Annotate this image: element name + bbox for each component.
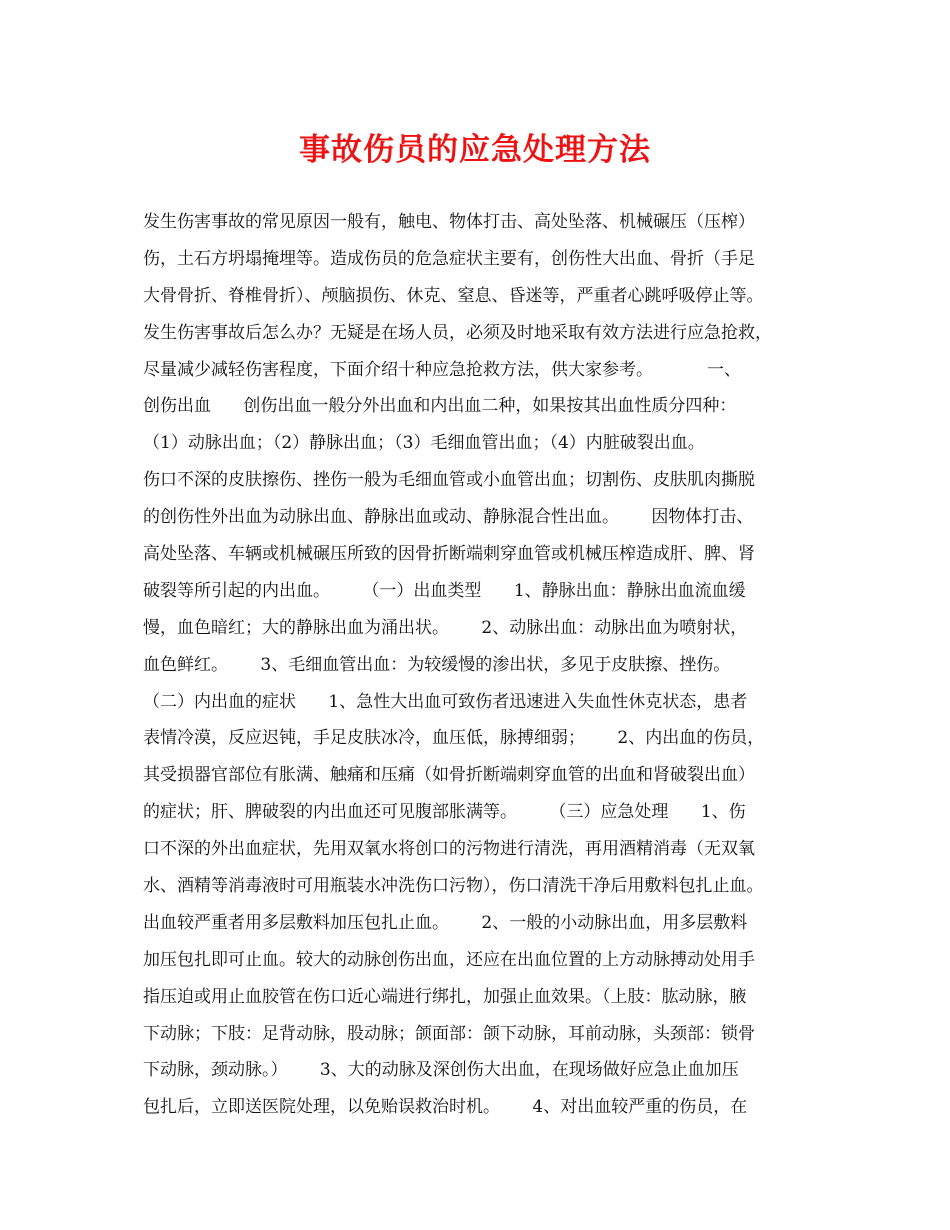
body-line: 下动脉，颈动脉。） 3、大的动脉及深创伤大出血，在现场做好应急止血加压	[143, 1060, 739, 1081]
document-body	[143, 204, 823, 1126]
body-line: 口不深的外出血症状，先用双氧水将创口的污物进行清洗，再用酒精消毒（无双氧	[143, 839, 755, 860]
body-line: 发生伤害事故后怎么办？无疑是在场人员，必须及时地采取有效方法进行应急抢救，	[143, 322, 772, 343]
body-line: 包扎后，立即送医院处理，以免贻误救治时机。 4、对出血较严重的伤员，在	[143, 1097, 748, 1118]
body-line: 破裂等所引起的内出血。 （一）出血类型 1、静脉出血：静脉出血流血缓	[143, 580, 746, 601]
body-line: 大骨骨折、脊椎骨折）、颅脑损伤、休克、窒息、昏迷等，严重者心跳呼吸停止等。	[143, 285, 764, 306]
body-line: 慢，血色暗红；大的静脉出血为涌出状。 2、动脉出血：动脉出血为喷射状，	[143, 617, 748, 638]
body-line: 的创伤性外出血为动脉出血、静脉出血或动、静脉混合性出血。 因物体打击、	[143, 507, 754, 528]
body-line: （二）内出血的症状 1、急性大出血可致伤者迅速进入失血性休克状态，患者	[143, 691, 748, 712]
body-line: 加压包扎即可止血。较大的动脉创伤出血，还应在出血位置的上方动脉搏动处用手	[143, 949, 755, 970]
body-line: 发生伤害事故的常见原因一般有，触电、物体打击、高处坠落、机械碾压（压榨）	[143, 212, 755, 232]
body-line: 表情冷漠，反应迟钝，手足皮肤冰冷，血压低，脉搏细弱； 2、内出血的伤员，	[143, 728, 765, 749]
body-line: 出血较严重者用多层敷料加压包扎止血。 2、一般的小动脉出血，用多层敷料	[143, 912, 748, 933]
body-line: 的症状；肝、脾破裂的内出血还可见腹部胀满等。 （三）应急处理 1、伤	[143, 802, 746, 823]
body-line: 下动脉；下肢：足背动脉，股动脉；颌面部：颌下动脉，耳前动脉，头颈部：锁骨	[143, 1023, 755, 1044]
body-line: 尽量减少减轻伤害程度，下面介绍十种应急抢救方法，供大家参考。 一、	[143, 359, 742, 380]
body-line: 水、酒精等消毒液时可用瓶装水冲洗伤口污物），伤口清洗干净后用敷料包扎止血。	[143, 876, 764, 897]
body-line: 伤口不深的皮肤擦伤、挫伤一般为毛细血管或小血管出血；切割伤、皮肤肌肉撕脱	[143, 470, 755, 491]
body-line: 其受损器官部位有胀满、触痛和压痛（如骨折断端刺穿血管的出血和肾破裂出血）	[143, 765, 755, 786]
body-line: 高处坠落、车辆或机械碾压所致的因骨折断端刺穿血管或机械压榨造成肝、脾、肾	[143, 544, 755, 565]
document-title: 事故伤员的应急处理方法	[299, 132, 651, 168]
body-line: 伤，土石方坍塌掩埋等。造成伤员的危急症状主要有，创伤性大出血、骨折（手足	[143, 248, 755, 269]
body-line: 指压迫或用止血胶管在伤口近心端进行绑扎，加强止血效果。（上肢：肱动脉，腋	[143, 986, 747, 1007]
body-line: （1）动脉出血；（2）静脉出血；（3）毛细血管出血；（4）内脏破裂出血。	[143, 433, 705, 454]
body-line: 创伤出血 创伤出血一般分外出血和内出血二种，如果按其出血性质分四种：	[143, 396, 737, 417]
body-line: 血色鲜红。 3、毛细血管出血：为较缓慢的渗出状，多见于皮肤擦、挫伤。	[143, 654, 731, 675]
